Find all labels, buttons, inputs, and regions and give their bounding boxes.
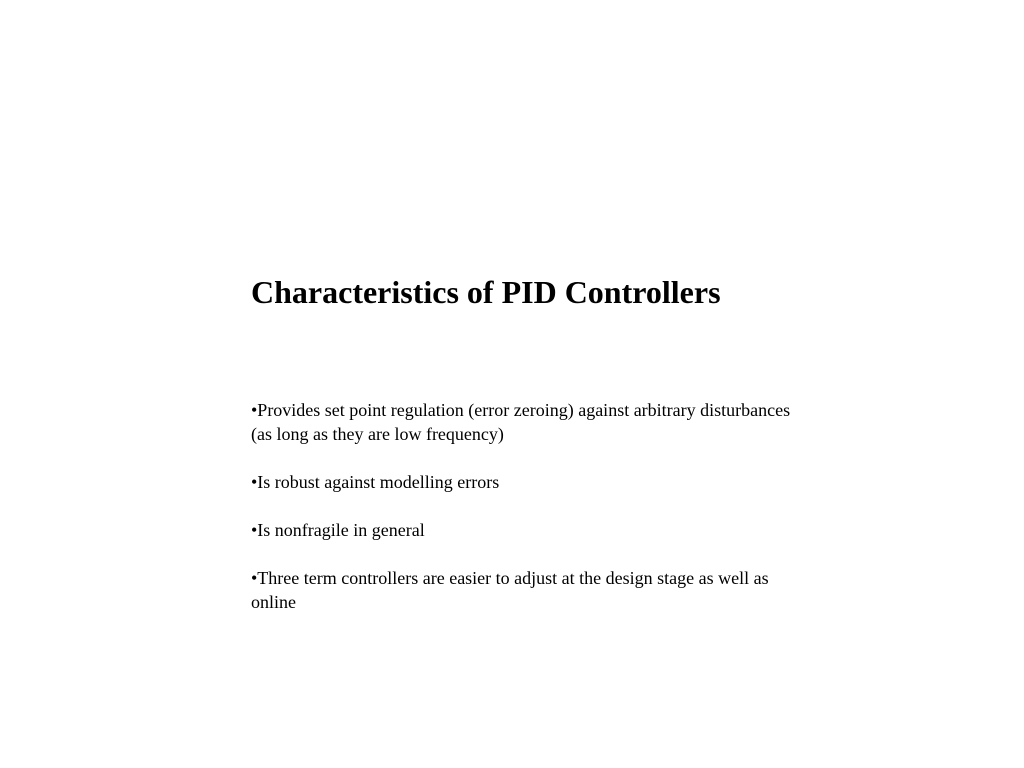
bullet-item-three-term-controllers: •Three term controllers are easier to adjust at the design stage as well as online [251, 568, 769, 612]
bullet-item-set-point-regulation: •Provides set point regulation (error zeroing) against arbitrary disturbances (as long as they are low frequency) [251, 400, 791, 444]
slide-title: Characteristics of PID Controllers [251, 274, 721, 310]
bullet-list [251, 398, 791, 614]
bullet-item-nonfragile: •Is nonfragile in general [251, 520, 425, 540]
bullet-item-robust-modelling-errors: •Is robust against modelling errors [251, 472, 500, 492]
